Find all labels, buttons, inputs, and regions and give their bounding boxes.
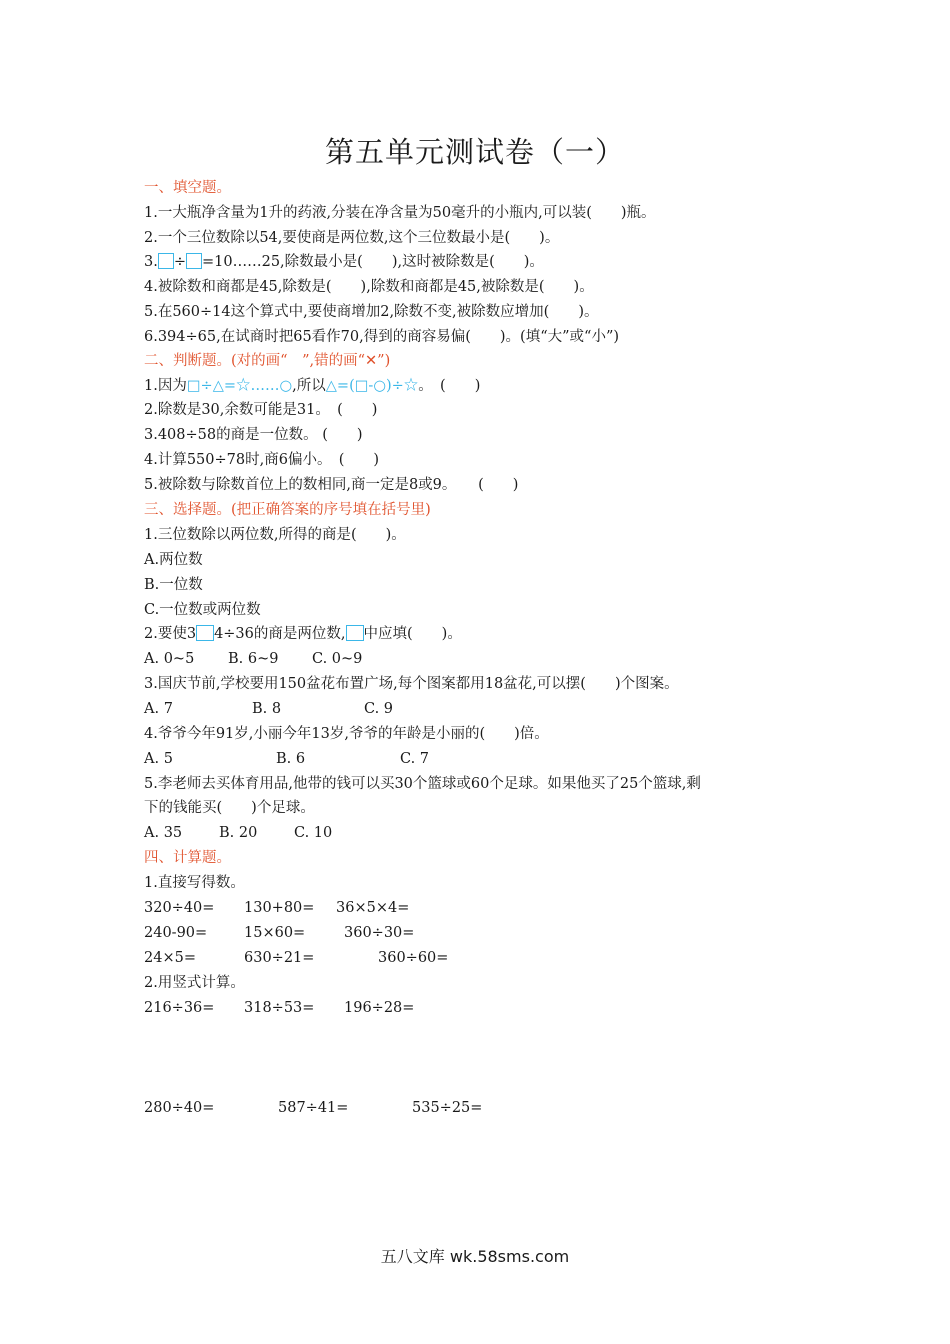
calc-row (144, 948, 448, 968)
blank-box-icon (196, 625, 214, 641)
fill-q3-prefix: 3. (144, 254, 158, 270)
calc-row (144, 998, 414, 1018)
choice-option: B. 6 (276, 751, 306, 767)
choice-question-3: 3.国庆节前,学校要用150盆花布置广场,每个图案都用18盆花,可以摆( )个图案。 (144, 676, 679, 692)
calc-question-1: 1.直接写得数。 (144, 875, 245, 891)
section-fill-heading: 一、填空题。 (144, 180, 231, 196)
calc-item: 360÷30= (344, 925, 415, 941)
calc-item: 196÷28= (344, 1000, 415, 1016)
fill-question-5: 5.在560÷14这个算式中,要使商增加2,除数不变,被除数应增加( )。 (144, 304, 599, 320)
fill-question-3 (144, 252, 544, 272)
choice-option: A. 0~5 (144, 651, 195, 667)
shape-equation: □÷△=☆……○ (186, 378, 293, 394)
section-choice-heading: 三、选择题。(把正确答案的序号填在括号里) (144, 502, 431, 518)
blank-box-icon (186, 253, 202, 269)
calc-row (144, 1098, 482, 1118)
calc-item: 15×60= (244, 925, 306, 941)
blank-box-icon (158, 253, 174, 269)
choice-option: A.两位数 (144, 552, 203, 568)
choice-option: C. 10 (294, 825, 333, 841)
fill-q3-div: ÷ (173, 254, 186, 270)
choice-question-5-line-1: 5.李老师去买体育用品,他带的钱可以买30个篮球或60个足球。如果他买了25个篮球,剩 (144, 776, 701, 792)
judge-q1-text: 。 ( ) (418, 378, 481, 394)
choice-q2-text: 2.要使3 (144, 626, 197, 642)
choice-option: C. 0~9 (312, 651, 363, 667)
calc-row (144, 923, 414, 943)
choice-question-2 (144, 624, 462, 644)
calc-item: 130+80= (244, 900, 315, 916)
choice-q5-options (144, 823, 332, 843)
calc-item: 630÷21= (244, 950, 315, 966)
judge-question-4: 4.计算550÷78时,商6偏小。 ( ) (144, 452, 380, 468)
choice-option: B.一位数 (144, 577, 203, 593)
calc-item: 535÷25= (412, 1100, 483, 1116)
calc-item: 280÷40= (144, 1100, 215, 1116)
fill-question-2: 2.一个三位数除以54,要使商是两位数,这个三位数最小是( )。 (144, 230, 560, 246)
fill-q3-rest: =10……25,除数最小是( ),这时被除数是( )。 (202, 254, 544, 270)
choice-option: C.一位数或两位数 (144, 602, 261, 618)
calc-item: 320÷40= (144, 900, 215, 916)
choice-q2-text: 中应填( )。 (363, 626, 462, 642)
footer-watermark: 五八文库 wk.58sms.com (380, 1247, 570, 1266)
choice-option: C. 7 (400, 751, 430, 767)
calc-item: 216÷36= (144, 1000, 215, 1016)
calc-item: 587÷41= (278, 1100, 349, 1116)
calc-item: 240-90= (144, 925, 208, 941)
choice-question-1: 1.三位数除以两位数,所得的商是( )。 (144, 527, 406, 543)
calc-item: 24×5= (144, 950, 196, 966)
choice-option: B. 8 (252, 701, 282, 717)
calc-row (144, 898, 409, 918)
judge-q1-text: 1.因为 (144, 378, 187, 394)
choice-q2-text: 4÷36的商是两位数, (214, 626, 346, 642)
judge-question-5: 5.被除数与除数首位上的数相同,商一定是8或9。 ( ) (144, 477, 519, 493)
choice-question-5-line-2: 下的钱能买( )个足球。 (144, 800, 315, 816)
fill-question-1: 1.一大瓶净含量为1升的药液,分装在净含量为50毫升的小瓶内,可以装( )瓶。 (144, 205, 656, 221)
choice-option: A. 35 (144, 825, 183, 841)
fill-question-4: 4.被除数和商都是45,除数是( ),除数和商都是45,被除数是( )。 (144, 279, 594, 295)
section-calc-heading: 四、计算题。 (144, 850, 231, 866)
calc-item: 36×5×4= (336, 900, 410, 916)
choice-option: A. 5 (144, 751, 173, 767)
fill-question-6: 6.394÷65,在试商时把65看作70,得到的商容易偏( )。(填“大”或“小”) (144, 329, 620, 345)
choice-q2-options (144, 649, 362, 669)
calc-item: 360÷60= (378, 950, 449, 966)
shape-equation: △=(□-○)÷☆ (325, 378, 419, 394)
choice-q4-options (144, 749, 429, 769)
choice-option: B. 20 (219, 825, 258, 841)
judge-question-2: 2.除数是30,余数可能是31。 ( ) (144, 402, 378, 418)
choice-question-4: 4.爷爷今年91岁,小丽今年13岁,爷爷的年龄是小丽的( )倍。 (144, 726, 549, 742)
choice-q3-options (144, 699, 393, 719)
choice-option: B. 6~9 (228, 651, 279, 667)
choice-option: C. 9 (364, 701, 394, 717)
choice-option: A. 7 (144, 701, 173, 717)
calc-question-2: 2.用竖式计算。 (144, 975, 245, 991)
blank-box-icon (346, 625, 364, 641)
calc-item: 318÷53= (244, 1000, 315, 1016)
judge-q1-text: ,所以 (292, 378, 326, 394)
judge-question-1 (144, 376, 480, 396)
judge-question-3: 3.408÷58的商是一位数。 ( ) (144, 427, 363, 443)
section-judge-heading: 二、判断题。(对的画“ ”,错的画“✕”) (144, 353, 391, 369)
page-title: 第五单元测试卷（一） (324, 135, 625, 169)
